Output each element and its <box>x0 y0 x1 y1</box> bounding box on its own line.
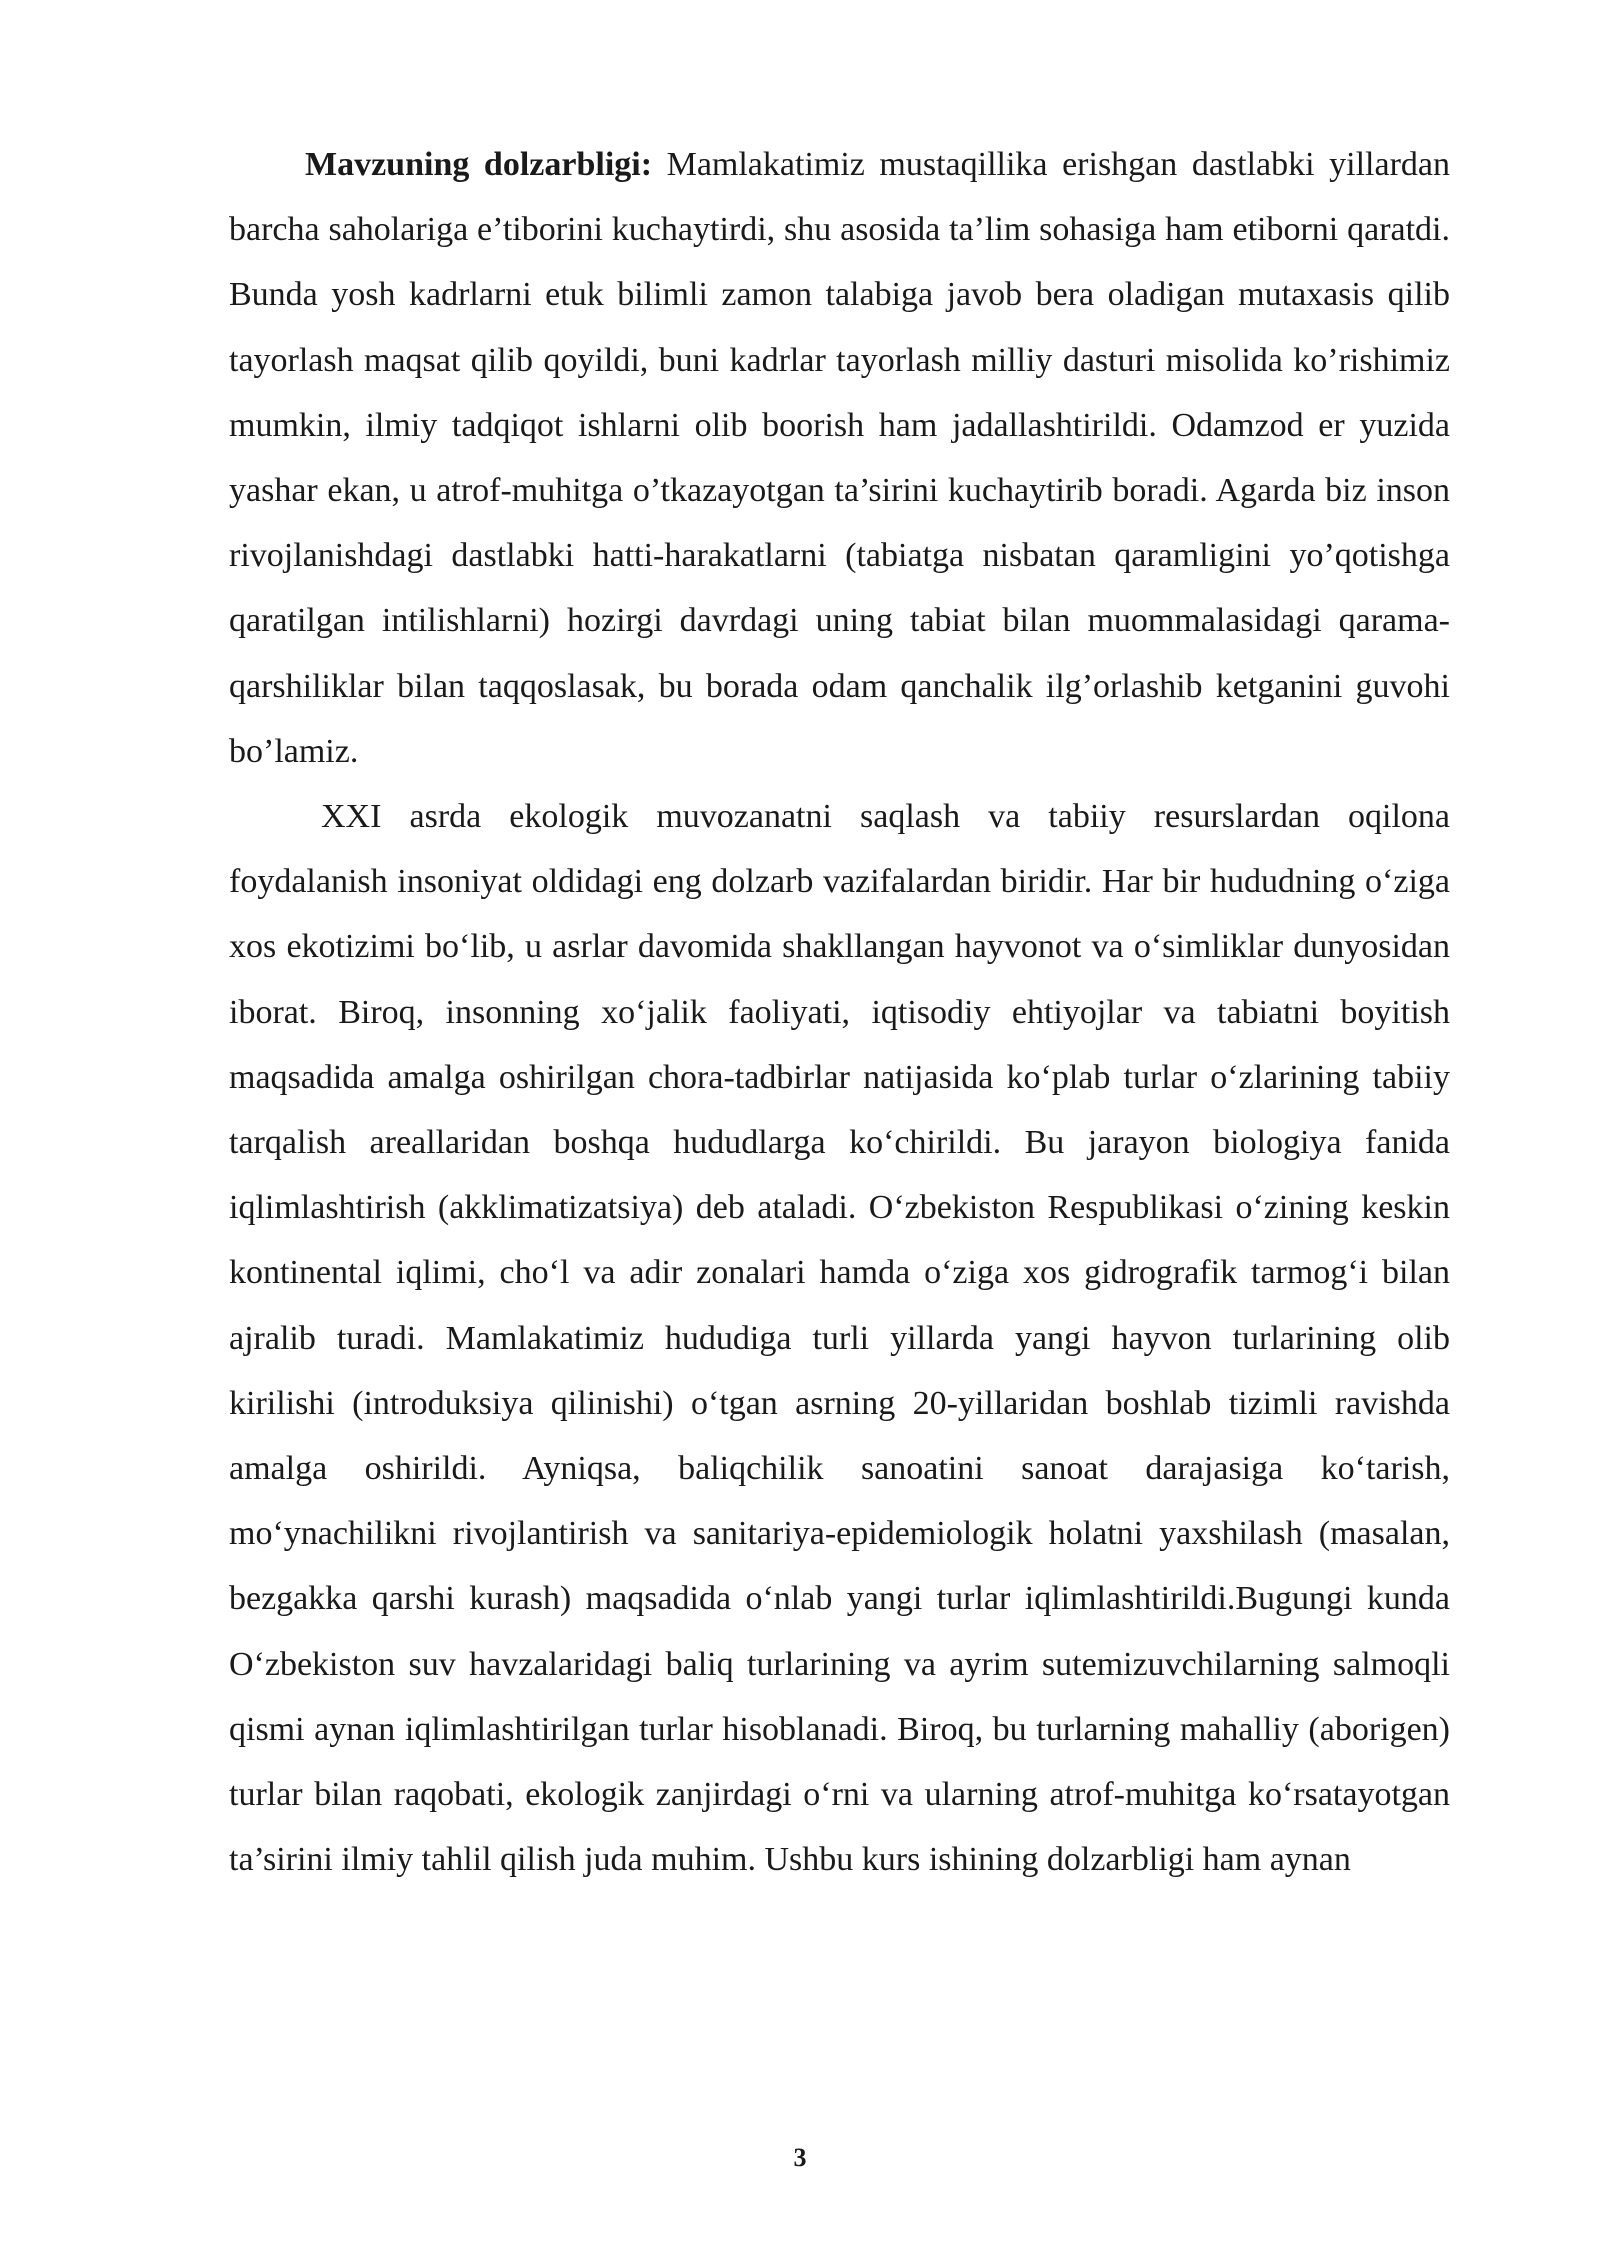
section-heading: Mavzuning dolzarbligi: <box>305 146 653 183</box>
paragraph-acclimatization <box>229 784 1450 1892</box>
page-body <box>229 132 1450 1892</box>
paragraph-text: Mamlakatimiz mustaqillika erishgan dastlabki yillardan barcha saholariga e’tiborini kuchaytirdi, shu asosida ta’lim sohasiga ham etiborni qaratdi. Bunda yosh kadrlarni etuk bilimli zamon talabiga javob bera oladigan mutaxasis qilib tayorlash maqsat qilib qoyildi, buni kadrlar tayorlash milliy dasturi misolida ko’rishimiz mumkin, ilmiy tadqiqot ishlarni olib boorish ham jadallashtirildi. Odamzod er yuzida yashar ekan, u atrof-muhitga o’tkazayotgan ta’sirini kuchaytirib boradi. Agarda biz inson rivojlanishdagi dastlabki hatti-harakatlarni (tabiatga nisbatan qaramligini yo’qotishga qaratilgan intilishlarni) hozirgi davrdagi uning tabiat bilan muommalasidagi qarama-qarshiliklar bilan taqqoslasak, bu borada odam qanchalik ilg’orlashib ketganini guvohi bo’lamiz. <box>229 146 1450 770</box>
paragraph-text: XXI asrda ekologik muvozanatni saqlash va tabiiy resurslardan oqilona foydalanish insoniyat oldidagi eng dolzarb vazifalardan biridir. Har bir hududning o‘ziga xos ekotizimi bo‘lib, u asrlar davomida shakllangan hayvonot va o‘simliklar dunyosidan iborat. Biroq, insonning xo‘jalik faoliyati, iqtisodiy ehtiyojlar va tabiatni boyitish maqsadida amalga oshirilgan chora-tadbirlar natijasida ko‘plab turlar o‘zlarining tabiiy tarqalish areallaridan boshqa hududlarga ko‘chirildi. Bu jarayon biologiya fanida iqlimlashtirish (akklimatizatsiya) deb ataladi. O‘zbekiston Respublikasi o‘zining keskin kontinental iqlimi, cho‘l va adir zonalari hamda o‘ziga xos gidrografik tarmog‘i bilan ajralib turadi. Mamlakatimiz hududiga turli yillarda yangi hayvon turlarining olib kirilishi (introduksiya qilinishi) o‘tgan asrning 20-yillaridan boshlab tizimli ravishda amalga oshirildi. Ayniqsa, baliqchilik sanoatini sanoat darajasiga ko‘tarish, mo‘ynachilikni rivojlantirish va sanitariya-epidemiologik holatni yaxshilash (masalan, bezgakka qarshi kurash) maqsadida o‘nlab yangi turlar iqlimlashtirildi.Bugungi kunda O‘zbekiston suv havzalaridagi baliq turlarining va ayrim sutemizuvchilarning salmoqli qismi aynan iqlimlashtirilgan turlar hisoblanadi. Biroq, bu turlarning mahalliy (aborigen) turlar bilan raqobati, ekologik zanjirdagi o‘rni va ularning atrof-muhitga ko‘rsatayotgan ta’sirini ilmiy tahlil qilish juda muhim. Ushbu kurs ishining dolzarbligi ham aynan <box>229 798 1450 1879</box>
paragraph-relevance <box>229 132 1450 784</box>
page-number: 3 <box>793 2143 807 2172</box>
